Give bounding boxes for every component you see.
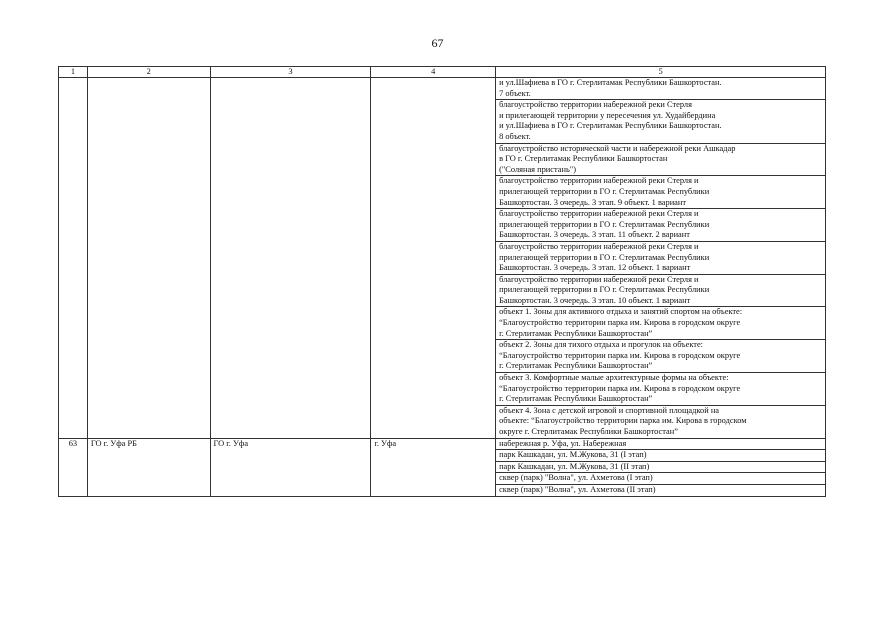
cell-line: “Благоустройство территории парка им. Кирова в городском округе	[499, 383, 741, 393]
empty-cell	[87, 78, 210, 439]
table-body	[59, 78, 826, 497]
cell-line: благоустройство территории набережной реки Стерля и	[499, 176, 699, 186]
column-header: 5	[496, 67, 826, 78]
cell-line: благоустройство территории набережной реки Стерля и	[499, 241, 699, 251]
cell-line: г. Стерлитамак Республики Башкортостан”	[499, 361, 653, 371]
cell-line: “Благоустройство территории парка им. Кирова в городском округе	[499, 318, 741, 328]
cell-line: Башкортостан. 3 очередь. 3 этап. 12 объект. 1 вариант	[499, 263, 691, 273]
cell-line: объект 2. Зоны для тихого отдыха и прогулок на объекте:	[499, 340, 703, 350]
cell-line: “Благоустройство территории парка им. Кирова в городском округе	[499, 350, 741, 360]
cell-line: Башкортостан. 3 очередь. 3 этап. 11 объект. 2 вариант	[499, 230, 690, 240]
cell-line: г. Стерлитамак Республики Башкортостан”	[499, 328, 653, 338]
table-row	[59, 78, 826, 100]
district-cell: ГО г. Уфа	[210, 438, 371, 496]
object-cell	[496, 78, 826, 100]
object-cell: парк Кашкадан, ул. М.Жукова, 31 (I этап)	[496, 450, 826, 462]
object-cell: набережная р. Уфа, ул. Набережная	[496, 438, 826, 450]
cell-line: прилегающей территории в ГО г. Стерлитамак Республики	[499, 186, 710, 196]
object-cell: сквер (парк) "Волна", ул. Ахметова (II этап)	[496, 484, 826, 496]
cell-line: объект 1. Зоны для активного отдыха и занятий спортом на объекте:	[499, 307, 743, 317]
document-table	[58, 66, 826, 497]
object-cell: парк Кашкадан, ул. М.Жукова, 31 (II этап)	[496, 461, 826, 473]
cell-line: благоустройство территории набережной реки Стерля и	[499, 209, 699, 219]
cell-line: 8 объект.	[499, 131, 531, 141]
cell-line: благоустройство территории набережной реки Стерля и	[499, 274, 699, 284]
cell-line: в ГО г. Стерлитамак Республики Башкортостан	[499, 154, 668, 164]
cell-line: Башкортостан. 3 очередь. 3 этап. 9 объект. 1 вариант	[499, 197, 687, 207]
cell-line: 7 объект.	[499, 88, 531, 98]
object-cell	[496, 373, 826, 406]
cell-line: округе г. Стерлитамак Республики Башкортостан”	[499, 427, 678, 436]
object-cell	[496, 176, 826, 209]
header-row	[59, 67, 826, 78]
cell-line: благоустройство территории набережной реки Стерля	[499, 100, 692, 110]
empty-cell	[371, 78, 496, 439]
object-cell: сквер (парк) "Волна", ул. Ахметова (I этап)	[496, 473, 826, 485]
cell-line: и прилегающей территории у пересечения ул. Худайбердина	[499, 110, 716, 120]
object-cell	[496, 274, 826, 307]
cell-line: и ул.Шафиева в ГО г. Стерлитамак Республики Башкортостан.	[499, 78, 722, 87]
empty-cell	[59, 78, 88, 439]
column-header: 3	[210, 67, 371, 78]
object-cell	[496, 405, 826, 438]
cell-line: благоустройство исторической части и набережной реки Ашкадар	[499, 143, 736, 153]
cell-line: прилегающей территории в ГО г. Стерлитамак Республики	[499, 285, 710, 295]
cell-line: г. Стерлитамак Республики Башкортостан”	[499, 394, 653, 404]
object-cell	[496, 241, 826, 274]
object-cell	[496, 209, 826, 242]
page-number: 67	[431, 36, 444, 50]
table-row	[59, 438, 826, 450]
column-header: 2	[87, 67, 210, 78]
empty-cell	[210, 78, 371, 439]
cell-line: прилегающей территории в ГО г. Стерлитамак Республики	[499, 252, 710, 262]
cell-line: объект 3. Комфортные малые архитектурные формы на объекте:	[499, 373, 729, 383]
object-cell	[496, 340, 826, 373]
cell-line: и ул.Шафиева в ГО г. Стерлитамак Республики Башкортостан.	[499, 121, 722, 131]
cell-line: объекте: “Благоустройство территории парка им. Кирова в городском	[499, 416, 747, 426]
city-cell: г. Уфа	[371, 438, 496, 496]
object-cell	[496, 143, 826, 176]
cell-line: Башкортостан. 3 очередь. 3 этап. 10 объект. 1 вариант	[499, 295, 691, 305]
row-number: 63	[59, 438, 88, 496]
cell-line: ("Соляная пристань")	[499, 164, 576, 174]
cell-line: прилегающей территории в ГО г. Стерлитамак Республики	[499, 219, 710, 229]
cell-line: объект 4. Зона с детской игровой и спортивной площадкой на	[499, 405, 720, 415]
column-header: 1	[59, 67, 88, 78]
object-cell	[496, 100, 826, 143]
municipality-cell: ГО г. Уфа РБ	[87, 438, 210, 496]
column-header: 4	[371, 67, 496, 78]
object-cell	[496, 307, 826, 340]
